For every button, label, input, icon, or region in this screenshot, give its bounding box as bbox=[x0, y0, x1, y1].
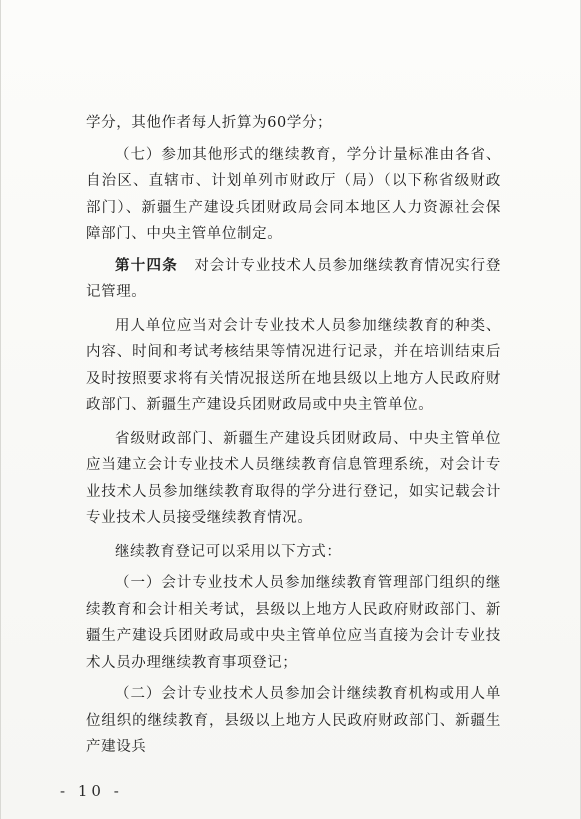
paragraph-article-14 bbox=[86, 253, 501, 306]
paragraph-method-2: （二）会计专业技术人员参加会计继续教育机构或用人单位组织的继续教育，县级以上地方人民政府财政部门、新疆生产建设兵 bbox=[86, 686, 501, 755]
paragraph-employer-record: 用人单位应当对会计专业技术人员参加继续教育的种类、内容、时间和考试考核结果等情况进行记录，并在培训结束后及时按照要求将有关情况报送所在地县级以上地方人民政府财政部门、新疆生产建设兵团财政局或中央主管单位。 bbox=[86, 317, 501, 413]
document-body bbox=[86, 110, 501, 761]
paragraph-registration-methods: 继续教育登记可以采用以下方式： bbox=[115, 543, 342, 560]
page-left-edge bbox=[0, 0, 1, 819]
paragraph-continuation: 学分，其他作者每人折算为60学分； bbox=[86, 115, 333, 131]
article-text: 对会计专业技术人员参加继续教育情况实行登记管理。 bbox=[86, 257, 502, 300]
paragraph-info-system: 省级财政部门、新疆生产建设兵团财政局、中央主管单位应当建立会计专业技术人员继续教育信息管理系统，对会计专业技术人员参加继续教育取得的学分进行登记，如实记载会计专业技术人员接受继续教育情况。 bbox=[86, 430, 501, 526]
page-number: - 10 - bbox=[60, 782, 123, 800]
article-label: 第十四条 bbox=[115, 256, 178, 274]
paragraph-item-7: （七）参加其他形式的继续教育，学分计量标准由各省、自治区、直辖市、计划单列市财政厅（局）（以下称省级财政部门）、新疆生产建设兵团财政局会同本地区人力资源社会保障部门、中央主管单位制定。 bbox=[86, 146, 501, 242]
paragraph-method-1: （一）会计专业技术人员参加继续教育管理部门组织的继续教育和会计相关考试，县级以上地方人民政府财政部门、新疆生产建设兵团财政局或中央主管单位应当直接为会计专业技术人员办理继续教育事项登记； bbox=[86, 575, 501, 671]
